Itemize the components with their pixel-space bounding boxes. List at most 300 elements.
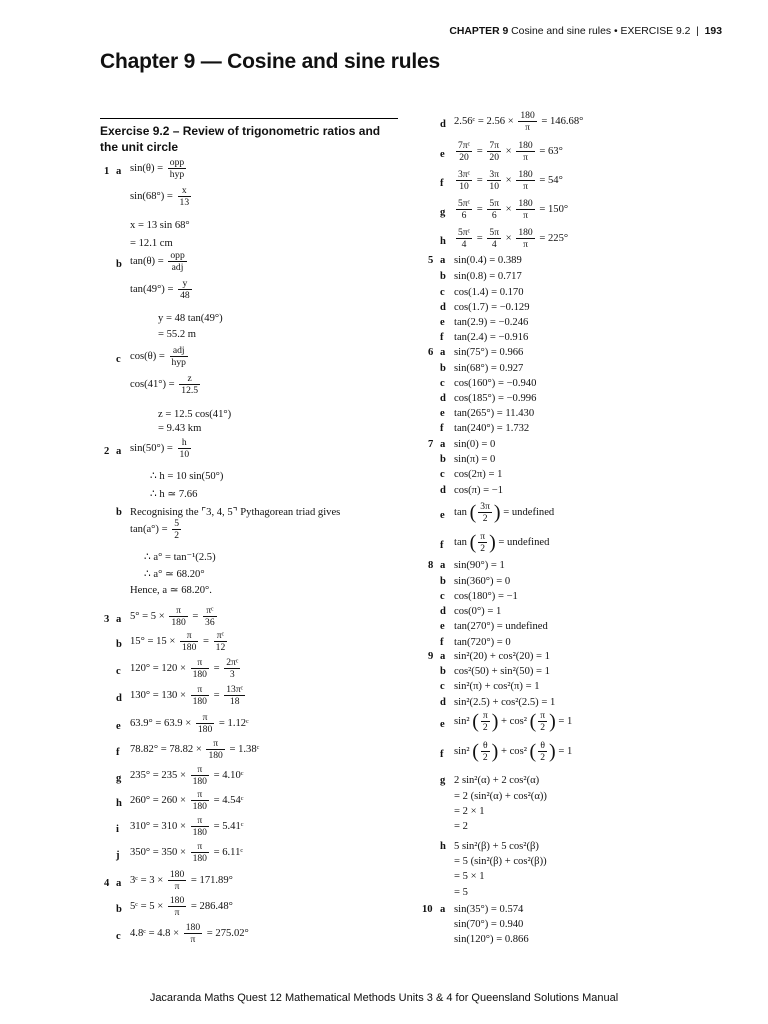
denominator: 180 <box>192 669 207 680</box>
fraction <box>538 710 547 733</box>
question-number: 6 <box>428 347 434 358</box>
answer-expression <box>454 840 539 854</box>
part-label: a <box>116 446 122 457</box>
denominator: 2 <box>482 513 488 524</box>
answer-expression <box>158 328 196 342</box>
denominator: 4 <box>491 239 497 250</box>
denominator: π <box>523 152 528 163</box>
denominator: 180 <box>171 617 186 628</box>
answer-expression <box>454 331 528 345</box>
numerator: 180 <box>518 169 533 180</box>
fraction <box>206 738 224 761</box>
numerator: π <box>191 841 209 853</box>
expression-text: = <box>210 689 223 701</box>
answer-expression <box>130 712 249 735</box>
numerator: πᶜ <box>214 630 228 642</box>
part-label: d <box>440 393 446 404</box>
numerator: π <box>191 657 209 669</box>
expression-text: tan(240°) = 1.732 <box>454 423 530 434</box>
fraction <box>487 140 501 163</box>
expression-text: 350° = 350 × <box>130 846 189 858</box>
part-label: d <box>116 693 122 704</box>
expression-text: 2 sin²(α) + 2 cos²(α) <box>454 775 540 786</box>
part-label: a <box>440 560 446 571</box>
expression-text: sin(68°) = 0.927 <box>454 363 524 374</box>
part-label: i <box>116 824 119 835</box>
expression-text: cos(0°) = 1 <box>454 606 502 617</box>
answer-expression <box>454 453 495 467</box>
fraction <box>168 869 186 892</box>
numerator: π <box>480 531 486 542</box>
fraction <box>224 684 245 707</box>
question-number: 7 <box>428 439 434 450</box>
numerator: θ <box>538 740 547 752</box>
answer-expression <box>454 346 523 360</box>
expression-text: = 171.89° <box>188 874 233 886</box>
numerator: π <box>206 738 224 750</box>
part-label: c <box>116 666 121 677</box>
expression-text: = 54° <box>536 174 563 186</box>
question-number: 1 <box>104 166 110 177</box>
denominator: 180 <box>192 853 207 864</box>
answer-expression <box>158 422 201 436</box>
part-label: b <box>440 666 446 677</box>
answer-expression <box>454 696 555 710</box>
denominator: 4 <box>461 239 467 250</box>
part-label: b <box>116 639 122 650</box>
parenthesized-fraction: ( $\frac{3\pi}{2}$ ) <box>469 501 501 524</box>
expression-text: sin(50°) = <box>130 442 176 454</box>
fraction <box>191 657 209 680</box>
denominator: 10 <box>459 181 469 192</box>
parenthesized-fraction: ( $\frac{\theta}{2}$ ) <box>529 740 556 763</box>
numerator: 13πᶜ <box>226 684 244 695</box>
answer-expression <box>454 559 505 573</box>
expression-text: cos(θ) = <box>130 350 168 362</box>
part-label: f <box>440 749 444 760</box>
answer-expression <box>454 301 530 315</box>
denominator: 180 <box>192 801 207 812</box>
expression-text: = 4.10ᶜ <box>210 769 244 781</box>
fraction <box>191 789 209 812</box>
part-label: h <box>440 841 446 852</box>
expression-text: 260° = 260 × <box>130 794 189 806</box>
expression-text: tan <box>454 506 470 518</box>
expression-text: 5 sin²(β) + 5 cos²(β) <box>454 841 539 852</box>
expression-text: tan(2.9) = −0.246 <box>454 317 529 328</box>
part-label: a <box>116 614 122 625</box>
fraction <box>487 198 501 221</box>
expression-text: sin(0.4) = 0.389 <box>454 255 522 266</box>
part-label: a <box>440 904 446 915</box>
fraction <box>456 140 472 163</box>
expression-text: = 6.11ᶜ <box>210 846 244 858</box>
denominator: 180 <box>192 696 207 707</box>
expression-text: = 225° <box>536 232 569 244</box>
numerator: πᶜ <box>203 605 217 617</box>
answer-expression <box>454 790 547 804</box>
expression-text: = 63° <box>536 145 563 157</box>
answer-expression <box>130 584 212 598</box>
expression-text: Recognising the ⌜3, 4, 5⌝ Pythagorean triad gives <box>130 507 341 518</box>
numerator: 5πᶜ <box>458 198 471 209</box>
denominator: 3 <box>229 669 235 680</box>
answer-expression <box>454 484 503 498</box>
fraction <box>518 110 536 133</box>
numerator: 5π <box>489 227 500 238</box>
answer-expression <box>158 312 223 326</box>
page-title: Chapter 9 — Cosine and sine rules <box>100 50 440 73</box>
answer-expression <box>130 373 202 396</box>
answer-expression <box>130 185 193 208</box>
part-label: b <box>440 454 446 465</box>
answer-expression <box>454 501 554 524</box>
part-label: c <box>440 378 445 389</box>
expression-text: = 286.48° <box>188 900 233 912</box>
answer-expression <box>130 657 242 680</box>
numerator: π <box>191 789 209 801</box>
numerator: 5πᶜ <box>458 227 471 238</box>
numerator: x <box>178 185 192 197</box>
denominator: 180 <box>192 776 207 787</box>
numerator: π <box>540 710 546 721</box>
expression-text: Hence, a ≃ 68.20°. <box>130 585 212 596</box>
part-label: d <box>440 485 446 496</box>
expression-text: = undefined <box>495 536 550 548</box>
part-label: b <box>116 259 122 270</box>
answer-expression <box>454 665 550 679</box>
fraction <box>191 764 209 787</box>
expression-text: cos(185°) = −0.996 <box>454 393 537 404</box>
numerator: 5π <box>489 198 500 209</box>
answer-expression <box>454 650 550 664</box>
denominator: 2 <box>480 543 486 554</box>
answer-expression <box>454 169 563 192</box>
expression-text: = 5.41ᶜ <box>210 820 244 832</box>
answer-expression <box>454 680 540 694</box>
numerator: h <box>178 437 192 449</box>
expression-text: cos(2π) = 1 <box>454 469 503 480</box>
expression-text: sin² <box>454 745 473 757</box>
answer-expression <box>454 392 536 406</box>
part-label: b <box>116 904 122 915</box>
answer-expression <box>454 362 523 376</box>
answer-expression <box>150 488 197 502</box>
answer-expression <box>454 636 511 650</box>
denominator: 180 <box>208 750 223 761</box>
answer-expression <box>130 345 190 368</box>
expression-text: cos(π) = −1 <box>454 485 504 496</box>
expression-text: tan(270°) = undefined <box>454 621 548 632</box>
part-label: c <box>116 931 121 942</box>
numerator: opp <box>169 157 185 168</box>
part-label: a <box>116 878 122 889</box>
expression-text: sin(35°) = 0.574 <box>454 904 524 915</box>
expression-text: = 1 <box>555 745 573 757</box>
answer-expression <box>454 110 583 133</box>
answer-expression <box>130 841 243 864</box>
answer-expression <box>144 568 205 582</box>
numerator: π <box>169 605 187 617</box>
part-label: e <box>440 317 445 328</box>
expression-text: = 5 (sin²(β) + cos²(β)) <box>454 856 547 867</box>
denominator: 2 <box>482 722 488 733</box>
expression-text: = <box>474 174 486 186</box>
answer-expression <box>130 815 243 838</box>
part-label: e <box>440 149 445 160</box>
part-label: e <box>440 621 445 632</box>
numerator: z <box>179 373 200 385</box>
numerator: π <box>482 710 488 721</box>
expression-text: 78.82° = 78.82 × <box>130 743 205 755</box>
numerator: 180 <box>518 227 533 238</box>
expression-text: tan(2.4) = −0.916 <box>454 332 529 343</box>
part-label: d <box>440 606 446 617</box>
expression-text: sin²(π) + cos²(π) = 1 <box>454 681 540 692</box>
fraction <box>191 841 209 864</box>
expression-text: y = 48 tan(49°) <box>158 313 223 324</box>
expression-text: z = 12.5 cos(41°) <box>158 409 232 420</box>
numerator: 180 <box>169 895 185 906</box>
expression-text: = 9.43 km <box>158 423 202 434</box>
fraction <box>487 169 501 192</box>
numerator: 7πᶜ <box>458 140 471 151</box>
expression-text: = <box>474 203 486 215</box>
denominator: 180 <box>181 642 197 653</box>
expression-text: tan <box>454 536 470 548</box>
numerator: π <box>191 684 209 696</box>
fraction <box>481 710 490 733</box>
denominator: π <box>174 907 180 918</box>
expression-text: 120° = 120 × <box>130 662 189 674</box>
denominator: adj <box>171 262 184 273</box>
expression-text: sin² <box>454 715 473 727</box>
answer-expression <box>454 140 563 163</box>
answer-expression <box>150 470 223 484</box>
expression-text: 3ᶜ = 3 × <box>130 874 166 886</box>
answer-expression <box>454 286 524 300</box>
answer-expression <box>454 903 523 917</box>
exercise-heading: Exercise 9.2 – Review of trigonometric ratios and the unit circle <box>100 124 381 154</box>
numerator: π <box>191 764 209 776</box>
expression-text: + cos² <box>498 715 530 727</box>
expression-text: x = 13 sin 68° <box>130 220 190 231</box>
parenthesized-fraction: ( $\frac{\pi}{2}$ ) <box>529 710 556 733</box>
part-label: e <box>440 719 445 730</box>
denominator: 12.5 <box>181 385 199 396</box>
answer-expression <box>454 886 468 900</box>
denominator: 10 <box>489 181 499 192</box>
page-footer: Jacaranda Maths Quest 12 Mathematical Methods Units 3 & 4 for Queensland Solutions Manual <box>149 992 619 1004</box>
part-label: f <box>440 178 444 189</box>
question-number: 2 <box>104 446 110 457</box>
denominator: 20 <box>489 152 499 163</box>
denominator: 13 <box>179 197 190 208</box>
expression-text: 130° = 130 × <box>130 689 189 701</box>
answer-expression <box>130 869 233 892</box>
part-label: f <box>116 747 120 758</box>
denominator: 20 <box>459 152 469 163</box>
expression-text: = 55.2 m <box>158 329 197 340</box>
fraction <box>478 501 492 524</box>
part-label: j <box>116 850 120 861</box>
denominator: 12 <box>215 642 226 653</box>
answer-expression <box>454 710 572 733</box>
answer-expression <box>454 575 510 589</box>
expression-text: = 275.02° <box>204 927 249 939</box>
answer-expression <box>454 227 568 250</box>
header-chapter: CHAPTER 9 <box>449 26 509 37</box>
parenthesized-fraction: ( $\frac{\pi}{2}$ ) <box>472 710 499 733</box>
answer-expression <box>130 437 193 460</box>
expression-text: sin(0.8) = 0.717 <box>454 271 522 282</box>
numerator: π <box>191 815 209 827</box>
part-label: a <box>116 166 122 177</box>
heading-rule <box>100 118 398 119</box>
part-label: h <box>440 236 446 247</box>
expression-text: sin²(20) + cos²(20) = 1 <box>454 651 550 662</box>
fraction <box>191 815 209 838</box>
fraction <box>178 278 192 301</box>
part-label: b <box>440 576 446 587</box>
answer-expression <box>454 620 548 634</box>
numerator: 3πᶜ <box>458 169 471 180</box>
expression-text: 4.8ᶜ = 4.8 × <box>130 927 182 939</box>
question-number: 3 <box>104 614 110 625</box>
denominator: 10 <box>179 449 190 460</box>
expression-text: × <box>503 174 515 186</box>
fraction <box>170 345 188 368</box>
numerator: 2πᶜ <box>226 657 239 668</box>
denominator: 6 <box>491 210 497 221</box>
denominator: 6 <box>461 210 467 221</box>
fraction <box>538 740 547 763</box>
question-number: 4 <box>104 878 110 889</box>
answer-expression <box>454 316 528 330</box>
answer-expression <box>130 605 219 628</box>
expression-text: sin(70°) = 0.940 <box>454 919 524 930</box>
expression-text: sin(75°) = 0.966 <box>454 347 524 358</box>
expression-text: sin(0) = 0 <box>454 439 496 450</box>
expression-text: = 150° <box>536 203 569 215</box>
expression-text: ∴ h ≃ 7.66 <box>150 489 198 500</box>
part-label: b <box>440 271 446 282</box>
fraction <box>481 740 490 763</box>
answer-expression <box>454 805 485 819</box>
expression-text: sin(120°) = 0.866 <box>454 934 529 945</box>
numerator: 180 <box>185 922 201 933</box>
numerator: 180 <box>518 140 533 151</box>
expression-text: = 2 <box>454 821 468 832</box>
part-label: a <box>440 255 446 266</box>
expression-text: sin(θ) = <box>130 162 166 174</box>
fraction <box>169 605 187 628</box>
answer-expression <box>454 422 529 436</box>
denominator: 36 <box>205 617 215 628</box>
answer-expression <box>454 254 522 268</box>
answer-expression <box>130 684 247 707</box>
fraction <box>178 437 192 460</box>
answer-expression <box>130 738 259 761</box>
answer-expression <box>454 270 522 284</box>
answer-expression <box>130 278 194 301</box>
expression-text: + cos² <box>498 745 530 757</box>
part-label: g <box>116 773 122 784</box>
expression-text: cos²(50) + sin²(50) = 1 <box>454 666 550 677</box>
fraction <box>516 169 534 192</box>
expression-text: = <box>474 145 486 157</box>
part-label: a <box>440 439 446 450</box>
expression-text: cos(1.7) = −0.129 <box>454 302 530 313</box>
expression-text: sin(90°) = 1 <box>454 560 505 571</box>
question-number: 10 <box>422 904 433 915</box>
numerator: opp <box>170 250 185 261</box>
parenthesized-fraction: ( $\frac{\theta}{2}$ ) <box>472 740 499 763</box>
expression-text: = 2 (sin²(α) + cos²(α)) <box>454 791 547 802</box>
part-label: f <box>440 423 444 434</box>
part-label: d <box>440 697 446 708</box>
expression-text: = undefined <box>500 506 555 518</box>
fraction <box>516 227 534 250</box>
part-label: b <box>440 363 446 374</box>
answer-expression <box>130 895 233 918</box>
part-label: e <box>440 408 445 419</box>
denominator: 180 <box>197 724 213 735</box>
expression-text: × <box>503 145 515 157</box>
expression-text: cos(1.4) = 0.170 <box>454 287 524 298</box>
expression-text: 310° = 310 × <box>130 820 189 832</box>
numerator: 180 <box>518 198 533 209</box>
fraction <box>516 140 534 163</box>
answer-expression <box>454 933 529 947</box>
denominator: π <box>523 210 528 221</box>
header-exercise: EXERCISE 9.2 <box>620 26 691 37</box>
part-label: c <box>440 591 445 602</box>
fraction <box>516 198 534 221</box>
answer-expression <box>158 408 231 422</box>
expression-text: × <box>503 232 515 244</box>
expression-text: = <box>474 232 486 244</box>
fraction <box>478 531 487 554</box>
fraction <box>196 712 214 735</box>
numerator: θ <box>481 740 490 752</box>
question-number: 5 <box>428 255 434 266</box>
answer-expression <box>454 870 485 884</box>
expression-text: = 2 × 1 <box>454 806 485 817</box>
answer-expression <box>130 789 243 812</box>
running-header: CHAPTER 9 Cosine and sine rules • EXERCISE 9.2 | 193 <box>449 26 722 37</box>
expression-text: sin(360°) = 0 <box>454 576 511 587</box>
denominator: π <box>525 122 530 133</box>
answer-expression <box>130 219 190 233</box>
numerator: 7π <box>489 140 500 151</box>
denominator: π <box>190 934 196 945</box>
fraction <box>179 373 200 396</box>
numerator: 180 <box>169 869 185 880</box>
part-label: f <box>440 540 444 551</box>
fraction <box>180 630 198 653</box>
part-label: e <box>116 721 121 732</box>
answer-expression <box>454 407 534 421</box>
expression-text: tan(265°) = 11.430 <box>454 408 535 419</box>
expression-text: 5° = 5 × <box>130 610 168 622</box>
denominator: hyp <box>171 357 186 368</box>
expression-text: 2.56ᶜ = 2.56 × <box>454 115 517 127</box>
answer-expression <box>454 531 549 554</box>
expression-text: = 5 × 1 <box>454 871 485 882</box>
answer-expression <box>454 377 536 391</box>
answer-expression <box>130 250 189 273</box>
